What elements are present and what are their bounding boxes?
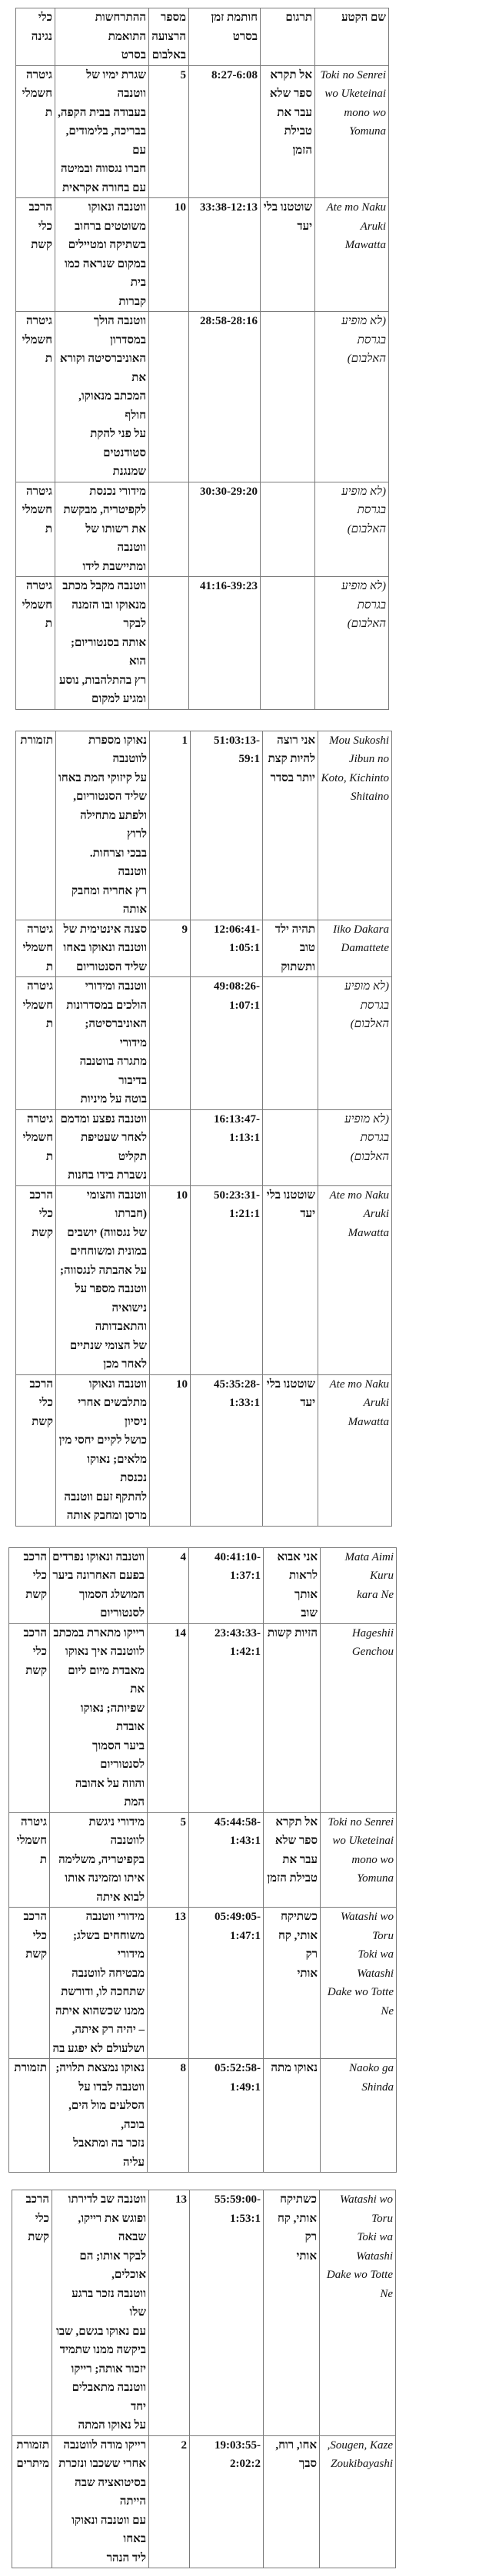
translation-cell: אני רוצה להיות קצת יותר בסדר	[263, 731, 318, 920]
instrument-cell: הרכב כלי קשת	[9, 1547, 50, 1623]
table-row	[12, 2190, 396, 2436]
table-row	[9, 1547, 397, 1623]
time-cell	[191, 1109, 263, 1185]
table-row	[12, 2435, 396, 2568]
timecode: 40:41:10-1:37:1	[215, 1550, 261, 1582]
track-cell: 9	[150, 920, 191, 977]
scene-cell: סצנה אינטימית של ווטנבה ונאוקו באחו שליד הסנטוריום	[56, 920, 150, 977]
translation-cell: כשתיקח אותי, קח רק אותי	[264, 1908, 321, 2059]
translation-cell: אחו, רוח, סבך	[264, 2435, 320, 2568]
translation-cell: נאוקו מתה	[264, 2059, 321, 2173]
table-row	[16, 65, 389, 198]
songs-table	[12, 2190, 396, 2568]
scene-cell: ווטנבה ונאוקו משוטטים ברחוב בשתיקה ומטיילים במקום שנראה כמו בית קברות	[55, 198, 149, 312]
name-cell: (לא מופיע בגרסת האלבום)	[315, 577, 389, 710]
table-row	[9, 1623, 397, 1812]
track-cell	[149, 577, 189, 710]
timecode: 16:13:47-1:13:1	[214, 1112, 260, 1144]
translation-cell: שוטטנו בלי יעד	[263, 1374, 318, 1526]
scene-cell: ווטנבה ונאוקו נפרדים בפעם האחרונה ביער המושלג הסמוך לסנטוריום	[50, 1547, 148, 1623]
timecode: 23:43:33-1:42:1	[215, 1626, 261, 1658]
instrument-cell: תזמורת	[9, 2059, 50, 2173]
timecode: 45:35:28-1:33:1	[214, 1378, 260, 1409]
time-cell	[190, 2435, 264, 2568]
songs-table	[15, 8, 389, 710]
scene-cell: ווטנבה ומידורי הולכים במסדרונות האוניברסיטה; מידורי מתגרה בווטנבה בדיבור בוטה על מיניות	[56, 977, 150, 1110]
name-cell: Watashi wo Toru Toki wa Watashi Dake wo Totte Ne	[320, 2190, 396, 2436]
scene-cell: ווטנבה מקבל מכתב מנאוקו ובו הזמנה לבקר אותה בסנטוריום; הוא רץ בהתלהבות, נוסע ומגיע למקום	[55, 577, 149, 710]
track-cell	[150, 977, 191, 1110]
instrument-cell: גיטרה חשמלית	[16, 977, 56, 1110]
scene-cell: ווטנבה שב לדירתו ופוגש את רייקו, שבאה לבקר אותו; הם אוכלים, ווטנבה נזכר ברגע שלו עם נאוקו בגשם, שבו ביקשה ממנו שתמיד יזכור אותה; רייקו ווטנבה מתאבלים יחד על נאוקו המתה	[52, 2190, 149, 2436]
timecode: 05:52:58-1:49:1	[215, 2062, 261, 2094]
header-translation-cell: תרגום	[261, 8, 315, 66]
scene-cell: נאוקו מספרת לווטנבה על קיזוקי המת באחו שליד הסנטוריום, ולפתע מתחילה לרוץ בבכי וצרחות. ווטנבה רץ אחריה ומחבק אותה	[56, 731, 150, 920]
track-cell	[149, 482, 189, 577]
translation-cell	[261, 482, 315, 577]
track-cell: 10	[149, 198, 189, 312]
timecode: 28:58-28:16	[200, 315, 258, 327]
songs-table	[8, 1547, 397, 2173]
header-time-cell: חותמת זמן בסרט	[189, 8, 261, 66]
track-cell: 4	[148, 1547, 189, 1623]
table-row	[16, 198, 389, 312]
scene-cell: ווטנבה נפצע ומדמם לאחר שעטיפת תקליט נשברת בידו בחנות	[56, 1109, 150, 1185]
name-cell: Hageshii Genchou	[321, 1623, 397, 1812]
translation-cell: אל תקרא ספר שלא עבר את טבילת הזמן	[261, 65, 315, 198]
instrument-cell: גיטרה חשמלית	[16, 65, 55, 198]
time-cell	[189, 577, 261, 710]
name-cell: Ate mo Naku Aruki Mawatta	[318, 1185, 392, 1374]
instrument-cell: הרכב כלי קשת	[16, 1185, 56, 1374]
timecode: 30:30-29:20	[200, 485, 258, 498]
instrument-cell: הרכב כלי קשת	[16, 1374, 56, 1526]
instrument-cell: גיטרה חשמלית	[9, 1812, 50, 1908]
name-cell: Naoko ga Shinda	[321, 2059, 397, 2173]
track-cell: 10	[150, 1185, 191, 1374]
name-cell: Mata Aimi Kuru kara Ne	[321, 1547, 397, 1623]
name-cell: Iiko Dakara Damattete	[318, 920, 392, 977]
time-cell	[189, 65, 261, 198]
instrument-cell: הרכב כלי קשת	[9, 1908, 50, 2059]
scene-cell: ווטנבה הולך במסדרון האוניברסיטה וקורא את המכתב מנאוקו, חולף על פני להקת סטודנטים שמנגנת	[55, 312, 149, 482]
time-cell	[189, 312, 261, 482]
table-row	[9, 2059, 397, 2173]
timecode: 05:49:05-1:47:1	[215, 1911, 261, 1942]
timecode: 45:44:58-1:43:1	[215, 1815, 261, 1847]
instrument-cell: גיטרה חשמלית	[16, 1109, 56, 1185]
time-cell	[189, 1908, 264, 2059]
translation-cell: שוטטנו בלי יעד	[263, 1185, 318, 1374]
time-cell	[189, 198, 261, 312]
translation-cell	[261, 312, 315, 482]
table-row	[9, 1812, 397, 1908]
translation-cell: אל תקרא ספר שלא עבר את טבילת הזמן	[264, 1812, 321, 1908]
timecode: 55:59:00-1:53:1	[215, 2193, 261, 2225]
name-cell: (לא מופיע בגרסת האלבום)	[315, 312, 389, 482]
table-row	[16, 731, 392, 920]
track-cell: 14	[148, 1623, 189, 1812]
timecode: 8:27-6:08	[211, 68, 258, 81]
instrument-cell: תזמורת	[16, 731, 56, 920]
instrument-cell: הרכב כלי קשת	[9, 1623, 50, 1812]
instrument-cell: גיטרה חשמלית	[16, 482, 55, 577]
header-row	[16, 8, 389, 66]
track-cell: 1	[150, 731, 191, 920]
translation-cell	[263, 1109, 318, 1185]
scene-cell: רייקו מתארת במכתב לווטנבה איך נאוקו מאבדת מיום ליום את שפיותה; נאוקו אובדת ביער הסמוך לסנטוריום והוזה על אהובה המת	[50, 1623, 148, 1812]
translation-cell	[263, 977, 318, 1110]
time-cell	[191, 731, 263, 920]
time-cell	[191, 1374, 263, 1526]
instrument-cell: הרכב כלי קשת	[12, 2190, 52, 2436]
time-cell	[190, 2190, 264, 2436]
scene-cell: מידורי נכנסת לקפיטריה, מבקשת את רשותו של ווטנבה ומתיישבת לידו	[55, 482, 149, 577]
instrument-cell: גיטרה חשמלית	[16, 920, 56, 977]
timecode: 49:08:26-1:07:1	[214, 980, 260, 1012]
timecode: 33:38-12:13	[200, 201, 258, 214]
translation-cell: אני אבוא לראות אותך שוב	[264, 1547, 321, 1623]
translation-cell: תהיה ילד טוב ותשתוק	[263, 920, 318, 977]
scene-cell: שגרת ימיו של ווטנבה בעבודה בבית הקפה, בבריכה, בלימודים, עם חברו נגסווה ובמיטה עם בחורה אקראית	[55, 65, 149, 198]
scene-cell: מידורי ווטנבה משוחחים בשלג; מידורי מבטיחה לווטנבה שתחכה לו, ודורשת ממנו שכשהוא איתה – יהיה רק איתה, ושלעולם לא יפגע בה	[50, 1908, 148, 2059]
time-cell	[191, 977, 263, 1110]
table-row	[16, 1185, 392, 1374]
header-name-cell: שם הקטע	[315, 8, 389, 66]
scene-cell: מידורי ניגשת לווטנבה בקפיטריה, משלימה איתו ומזמינה אותו לבוא איתה	[50, 1812, 148, 1908]
header-scene-cell: ההתרחשות התואמת בסרט	[55, 8, 149, 66]
table-row	[16, 312, 389, 482]
track-cell: 8	[148, 2059, 189, 2173]
scene-cell: נאוקו נמצאת תלויה; ווטנבה לבדו על הסלעים מול הים, בוכה, נזכר בה ומתאבל עליה	[50, 2059, 148, 2173]
name-cell: Toki no Senrei wo Uketeinai mono wo Yomuna	[315, 65, 389, 198]
translation-cell: הזיות קשות	[264, 1623, 321, 1812]
instrument-cell: גיטרה חשמלית	[16, 312, 55, 482]
time-cell	[189, 1812, 264, 1908]
timecode: 51:03:13-59:1	[214, 734, 260, 765]
scene-cell: רייקו מודה לווטנבה אחרי ששכבו ונזכרת בסיטואציה שבה הייתה עם ווטנבה ונאוקו באחו ליד הנהר	[52, 2435, 149, 2568]
header-instrument-cell: כלי נגינה	[16, 8, 55, 66]
name-cell: Toki no Senrei wo Uketeinai mono wo Yomuna	[321, 1812, 397, 1908]
track-cell	[150, 1109, 191, 1185]
table-row	[16, 920, 392, 977]
time-cell	[189, 2059, 264, 2173]
table-row	[16, 577, 389, 710]
table-row	[16, 482, 389, 577]
translation-cell: שוטטנו בלי יעד	[261, 198, 315, 312]
name-cell: Mou Sukoshi Jibun no Koto, Kichinto Shitaino	[318, 731, 392, 920]
track-cell: 5	[149, 65, 189, 198]
name-cell: Sougen, Kaze, Zoukibayashi	[320, 2435, 396, 2568]
instrument-cell: גיטרה חשמלית	[16, 577, 55, 710]
time-cell	[189, 482, 261, 577]
songs-table	[15, 731, 392, 1527]
name-cell: (לא מופיע בגרסת האלבום)	[318, 977, 392, 1110]
name-cell: Ate mo Naku Aruki Mawatta	[318, 1374, 392, 1526]
timecode: 19:03:55-2:02:2	[215, 2438, 261, 2470]
track-cell	[149, 312, 189, 482]
track-cell: 5	[148, 1812, 189, 1908]
timecode: 41:16-39:23	[200, 580, 258, 592]
track-cell: 10	[150, 1374, 191, 1526]
table-row	[16, 1109, 392, 1185]
scene-cell: ווטנבה ונאוקו מתלבשים אחרי ניסיון כושל לקיים יחסי מין מלאים; נאוקו נכנסת להתקף זעם ווטנבה מרסן ומחבק אותה	[56, 1374, 150, 1526]
name-cell: (לא מופיע בגרסת האלבום)	[315, 482, 389, 577]
name-cell: Watashi wo Toru Toki wa Watashi Dake wo Totte Ne	[321, 1908, 397, 2059]
timecode: 12:06:41-1:05:1	[214, 923, 260, 954]
time-cell	[189, 1623, 264, 1812]
track-cell: 13	[149, 2190, 190, 2436]
track-cell: 2	[149, 2435, 190, 2568]
time-cell	[189, 1547, 264, 1623]
instrument-cell: תזמורת מיתרים	[12, 2435, 52, 2568]
table-row	[16, 977, 392, 1110]
table-row	[16, 1374, 392, 1526]
instrument-cell: הרכב כלי קשת	[16, 198, 55, 312]
name-cell: Ate mo Naku Aruki Mawatta	[315, 198, 389, 312]
translation-cell: כשתיקח אותי, קח רק אותי	[264, 2190, 320, 2436]
timecode: 50:23:31-1:21:1	[214, 1189, 260, 1220]
table-row	[9, 1908, 397, 2059]
scene-cell: ווטנבה והצומי (חברתו של נגסווה) יושבים במונית ומשוחחים על אהבתה לנגסווה; ווטנבה מספר על נישואיה והתאבדותה של הצומי שנתיים לאחר מכן	[56, 1185, 150, 1374]
translation-cell	[261, 577, 315, 710]
track-cell: 13	[148, 1908, 189, 2059]
header-track-cell: מספר הרצועה באלבום	[149, 8, 189, 66]
time-cell	[191, 920, 263, 977]
name-cell: (לא מופיע בגרסת האלבום)	[318, 1109, 392, 1185]
time-cell	[191, 1185, 263, 1374]
